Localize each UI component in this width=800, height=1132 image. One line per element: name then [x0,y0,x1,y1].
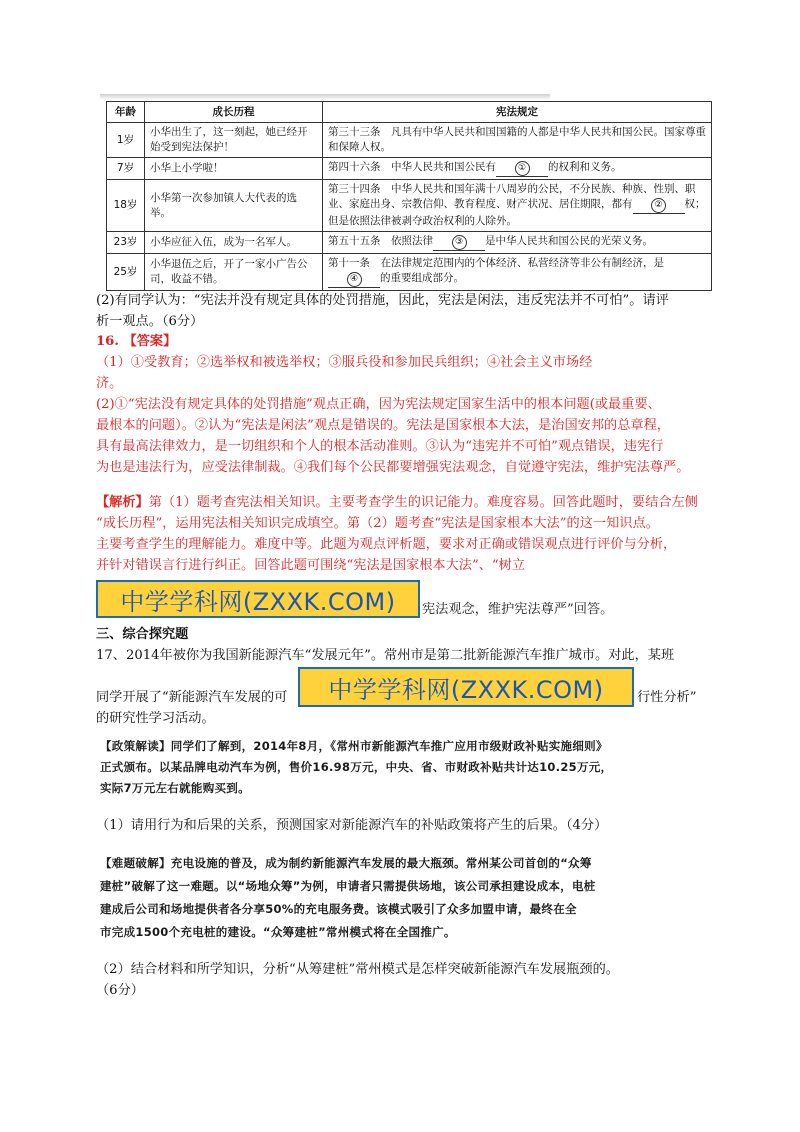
age-cell: 18岁 [107,180,145,232]
law-text: 的权利和义务。 [548,161,622,173]
analysis-text: 第（1）题考查宪法相关知识。主要考查学生的识记能力。难度容易。回答此题时，要结合左侧 [148,495,698,510]
blank-number: ③ [452,235,467,250]
question-2-line-1: (2)有同学认为：“宪法并没有规定具体的处罚措施，因此，宪法是闲法，违反宪法并不可怕”。请评 [96,293,669,308]
analysis-label: 【解析】 [96,495,149,510]
blank-number: ② [651,198,666,213]
law-cell [323,158,712,180]
question-2-line-2: 析一观点。（6分） [96,314,204,329]
constitution-table [106,101,712,291]
fill-blank [496,160,548,177]
law-cell [323,180,712,232]
table-header-history: 成长历程 [145,102,323,123]
table-header-row [107,102,712,123]
answer-line: (2)①“宪法没有规定具体的处罚措施”观点正确，因为宪法规定国家生活中的根本问题(或最重要、 [96,397,661,412]
blank-number: ④ [347,272,362,287]
history-cell: 小华应征入伍，成为一名军人。 [145,232,323,254]
question-17-line-1: 17、2014年被你为我国新能源汽车“发展元年”。常州市是第二批新能源汽车推广城市。对此，某班 [96,648,675,663]
table-header-law: 宪法规定 [323,102,712,123]
law-text: 第十一条 在法律规定范围内的个体经济、私营经济等非公有制经济，是 [328,257,664,269]
age-cell: 7岁 [107,158,145,180]
answer-line: 济。 [96,376,123,391]
question-17-2-line-2: （6分） [96,983,144,998]
question-17-1: （1）请用行为和后果的关系，预测国家对新能源汽车的补贴政策将产生的后果。（4分） [96,818,608,833]
question-17-line-2-right: 行性分析” [637,690,697,705]
age-cell: 25岁 [107,254,145,291]
analysis-line: “成长历程”，运用宪法相关知识完成填空。第（2）题考查“宪法是国家根本大法”的这一知识点。 [96,516,659,531]
answer-line: 为也是违法行为，应受法律制裁。④我们每个公民都要增强宪法观念，自觉遵守宪法，维护宪法尊严。 [96,460,690,475]
law-text: 第五十五条 依照法律 [328,235,433,247]
age-cell: 1岁 [107,123,145,158]
table-row [107,254,712,291]
policy-box-line: 实际7万元左右就能购买到。 [100,781,250,795]
fill-blank [433,234,485,251]
history-cell: 小华上小学啦！ [145,158,323,180]
age-cell: 23岁 [107,232,145,254]
watermark-banner [298,667,634,707]
history-cell: 小华退伍之后，开了一家小广告公司，收益不错。 [145,254,323,291]
history-cell: 小华第一次参加镇人大代表的选举。 [145,180,323,232]
law-cell: 第三十三条 凡具有中华人民共和国国籍的人都是中华人民共和国公民。国家尊重和保障人权。 [323,123,712,158]
table-header-age: 年龄 [107,102,145,123]
table-row [107,123,712,158]
watermark-text: 中学学科网(ZXXK.COM) [120,587,396,616]
difficulty-box-line: 建桩”破解了这一难题。以“场地众筹”为例，申请者只需提供场地，该公司承担建设成本，电桩 [100,879,596,893]
law-cell [323,232,712,254]
law-text: 第四十六条 中华人民共和国公民有 [328,161,496,173]
answer-line: （1）①受教育；②选举权和被选举权；③服兵役和参加民兵组织；④社会主义市场经 [96,355,593,370]
watermark-text: 中学学科网(ZXXK.COM) [328,675,604,704]
policy-box-line: 【政策解读】同学们了解到，2014年8月，《常州市新能源汽车推广应用市级财政补贴实施细则》 [100,739,608,753]
scan-top-edge [100,94,550,100]
law-text: 的重要组成部分。 [380,272,464,284]
law-text: 是中华人民共和国公民的光荣义务。 [485,235,653,247]
watermark-banner [96,580,420,618]
policy-box-line: 正式颁布。以某品牌电动汽车为例，售价16.98万元，中央、省、市财政补贴共计达10.25万元， [100,760,613,774]
answer-heading [96,331,716,352]
analysis-tail: 宪法观念，维护宪法尊严”回答。 [422,602,614,617]
question-17-2-line-1: （2）结合材料和所学知识，分析“从筹建桩”常州模式是怎样突破新能源汽车发展瓶颈的。 [96,962,619,977]
law-text: 第三十四条 中华人民共和国年满十八周岁的公民，不分民族、种族、性别、职业、家庭出身、宗教信仰、教育程度、财产状况、居住期限，都有 [328,183,696,210]
difficulty-box-line: 【难题破解】充电设施的普及，成为制约新能源汽车发展的最大瓶颈。常州某公司首创的“众筹 [100,856,592,870]
fill-blank [633,197,685,214]
section-title: 三、综合探究题 [96,627,189,642]
table-row [107,180,712,232]
question-17-line-2-left: 同学开展了“新能源汽车发展的可 [96,690,288,705]
answer-line: 最根本的问题）。②认为“宪法是闲法”观点是错误的。宪法是国家根本大法，是治国安邦的总章程， [96,418,670,433]
question-17-line-3: 的研究性学习活动。 [96,711,215,726]
question-number: 16. [96,334,119,349]
difficulty-box-line: 市完成1500个充电桩的建设。“众筹建桩”常州模式将在全国推广。 [100,925,456,939]
law-cell [323,254,712,291]
history-cell: 小华出生了，这一刻起，她已经开始受到宪法保护！ [145,123,323,158]
answer-label: 【答案】 [123,334,177,349]
table-row [107,232,712,254]
fill-blank [328,271,380,288]
analysis-line: 并针对错误言行进行纠正。回答此题可围绕“宪法是国家根本大法”、“树立 [96,558,526,573]
law-text: 权；但是依照法律被剥夺政治权利的人除外。 [328,198,706,227]
table-row [107,158,712,180]
blank-number: ① [515,161,530,176]
analysis-line [96,492,716,513]
answer-line: 具有最高法律效力，是一切组织和个人的根本活动准则。③认为“违宪并不可怕”观点错误，违宪行 [96,439,664,454]
analysis-line: 主要考查学生的理解能力。难度中等。此题为观点评析题，要求对正确或错误观点进行评价与分析， [96,537,677,552]
difficulty-box-line: 建成后公司和场地提供者各分享50%的充电服务费。该模式吸引了众多加盟申请，最终在全 [100,902,577,916]
